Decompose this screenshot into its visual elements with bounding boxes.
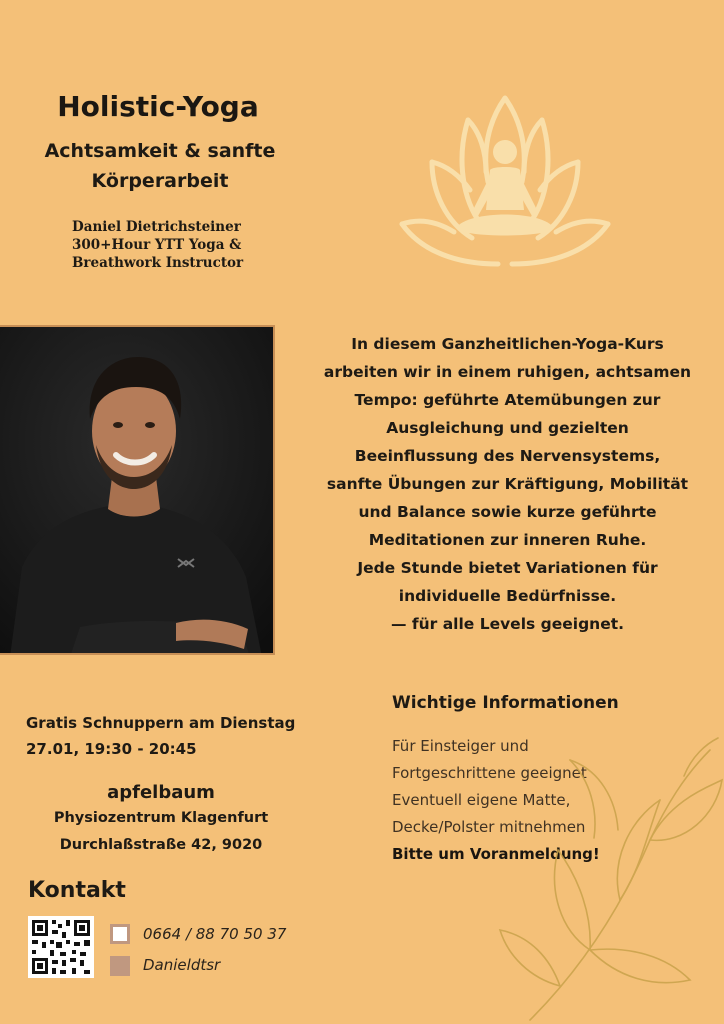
- lotus-meditation-icon: [398, 92, 612, 276]
- trial-label: Gratis Schnuppern am Dienstag: [26, 714, 296, 732]
- description-line: sanfte Übungen zur Kräftigung, Mobilität: [326, 475, 689, 493]
- registration-note: Bitte um Voranmeldung!: [392, 845, 600, 863]
- description-line: individuelle Bedürfnisse.: [398, 587, 617, 605]
- description-line: Jede Stunde bietet Variationen für: [357, 559, 658, 577]
- qr-code-icon[interactable]: [28, 916, 94, 978]
- venue-address: Durchlaßstraße 42, 9020: [59, 837, 263, 853]
- venue-place: Physiozentrum Klagenfurt: [53, 810, 269, 826]
- description-line: — für alle Levels geeignet.: [390, 615, 625, 633]
- description-line: Tempo: geführte Atemübungen zur: [354, 391, 661, 409]
- leaf-branch-icon: [470, 720, 724, 1024]
- info-line: Decke/Polster mitnehmen: [392, 818, 586, 836]
- venue-block: [0, 781, 322, 859]
- subtitle-line-2: Körperarbeit: [91, 170, 229, 192]
- contact-heading: Kontakt: [28, 878, 126, 903]
- instructor-credential-1: 300+Hour YTT Yoga &: [72, 237, 242, 253]
- description-line: Ausgleichung und gezielten: [386, 419, 629, 437]
- instructor-info: [72, 218, 243, 272]
- trial-session: [26, 710, 295, 762]
- username-icon: [110, 956, 130, 976]
- description-line: und Balance sowie kurze geführte: [358, 503, 657, 521]
- course-description: [300, 330, 715, 638]
- venue-name: apfelbaum: [107, 782, 215, 803]
- instructor-photo: [0, 325, 275, 655]
- phone-number[interactable]: 0664 / 88 70 50 37: [143, 925, 287, 943]
- description-line: In diesem Ganzheitlichen-Yoga-Kurs: [351, 335, 664, 353]
- phone-icon: [110, 924, 130, 944]
- qr-code-graphic-icon: [28, 916, 94, 978]
- page-title: Holistic-Yoga: [57, 90, 259, 123]
- instructor-credential-2: Breathwork Instructor: [72, 255, 244, 271]
- subtitle-line-1: Achtsamkeit & sanfte: [44, 140, 276, 162]
- social-username[interactable]: Danieldtsr: [143, 956, 221, 974]
- description-line: Beeinflussung des Nervensystems,: [354, 447, 661, 465]
- instructor-portrait-icon: [0, 327, 275, 655]
- info-heading: Wichtige Informationen: [392, 693, 619, 713]
- trial-datetime: 27.01, 19:30 - 20:45: [26, 740, 197, 758]
- instructor-name: Daniel Dietrichsteiner: [72, 219, 241, 235]
- info-line: Für Einsteiger und: [392, 737, 529, 755]
- info-line: Fortgeschrittene geeignet: [392, 764, 587, 782]
- description-line: arbeiten wir in einem ruhigen, achtsamen: [323, 363, 692, 381]
- description-line: Meditationen zur inneren Ruhe.: [368, 531, 647, 549]
- info-line: Eventuell eigene Matte,: [392, 791, 571, 809]
- subtitle: [0, 136, 320, 196]
